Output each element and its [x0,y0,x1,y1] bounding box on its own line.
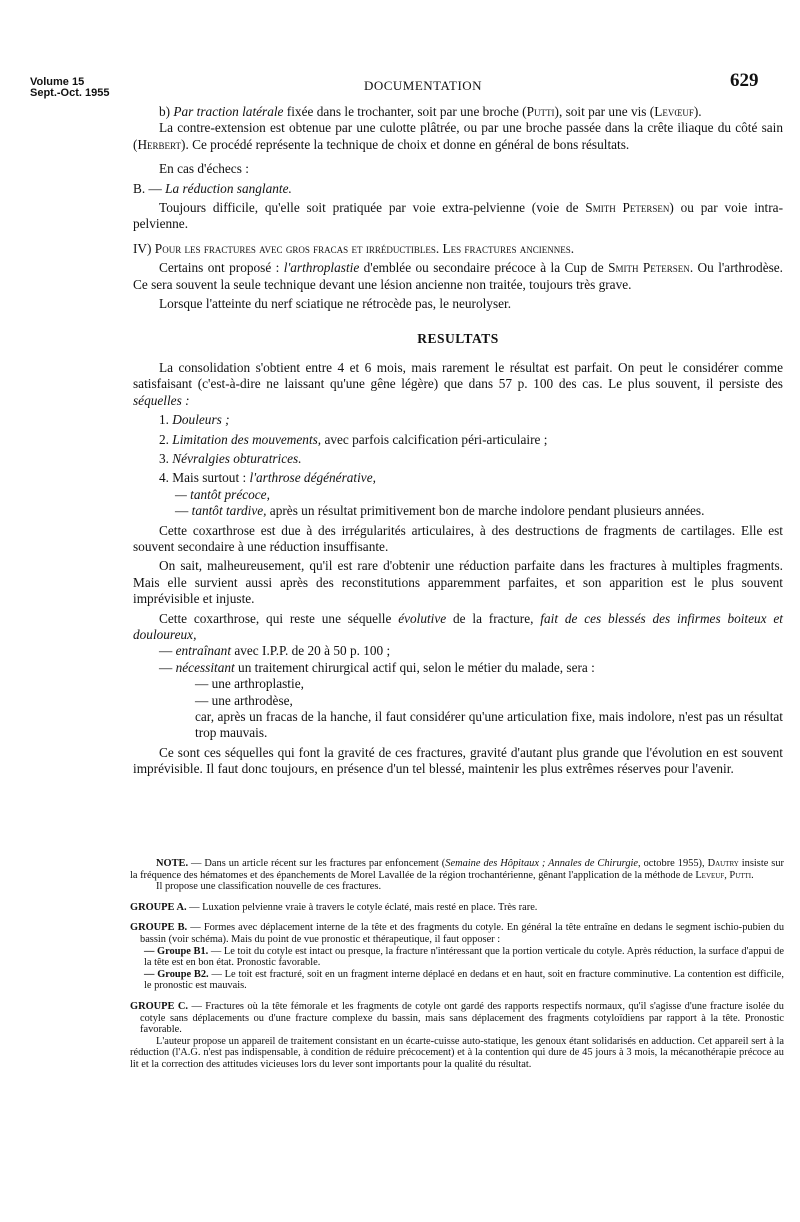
list-item-limitation: 2. Limitation des mouvements, avec parfois calcification péri-articulaire ; [159,431,548,447]
groupe-a: GROUPE A. — Luxation pelvienne vraie à travers le cotyle éclaté, mais resté en place. Très rare. [130,901,538,913]
main-text [133,104,783,778]
paragraph-toujours-difficile: Toujours difficile, qu'elle soit pratiquée par voie extra-pelvienne (voie de Smith Petersen) ou par voie intra-pelvienne. [133,200,783,232]
list-item-nevralgies: 3. Névralgies obturatrices. [159,450,302,466]
list-item-douleurs: 1. Douleurs ; [159,412,230,428]
list-item-arthrose: 4. Mais surtout : l'arthrose dégénérative, [159,470,376,486]
paragraph-contre-extension: La contre-extension est obtenue par une culotte plâtrée, ou par une broche passée dans la crête iliaque du côté sain (Herbert). Ce procédé représente la technique de choix et donne en général de bons résultats. [133,120,783,152]
paragraph-traction-laterale: b) Par traction latérale fixée dans le trochanter, soit par une broche (Putti), soit par une vis (Levœuf). [159,104,702,119]
sub-item-tantot-precoce: — tantôt précoce, [175,486,270,502]
groupe-b2: — Groupe B2. — Le toit est fracturé, soit en un fragment interne déplacé en dedans et en haut, soit en fracture comminutive. La contention est difficile, le pronostic est mauvais. [144,968,784,992]
paragraph-coxarthrose-cause: Cette coxarthrose est due à des irrégularités articulaires, à des destructions de fragments de cartilages. Elle est souvent secondaire à une réduction insuffisante. [133,522,783,554]
paragraph-coxarthrose-evolutive: Cette coxarthrose, qui reste une séquelle évolutive de la fracture, fait de ces blessés des infirmes boiteux et douloureux, [133,610,783,642]
sub-item-entrainant: — entraînant avec I.P.P. de 20 à 50 p. 100 ; [159,643,391,659]
paragraph-on-sait: On sait, malheureusement, qu'il est rare d'obtenir une réduction parfaite dans les fractures à multiples fragments. Mais elle survient aussi après des reconstitutions apparemment parfaites, et son apparition est le plus souvent imprévisible et injuste. [133,558,783,607]
groupe-b: GROUPE B. — Formes avec déplacement interne de la tête et des fragments du cotyle. En général la tête entraîne en dedans le segment ischio-pubien du bassin (voir schéma). Mais du point de vue pronostic et thérapeutique, il faut opposer : [130,922,785,945]
volume-label: Volume 15 [30,76,85,88]
sub-item-necessitant: — nécessitant un traitement chirurgical actif qui, selon le métier du malade, sera : [159,659,595,675]
sub-item-arthrodese: — une arthrodèse, [195,692,293,708]
paragraph-car: car, après un fracas de la hanche, il faut considérer qu'une articulation fixe, mais indolore, n'est pas un résultat trop mauvais. [195,709,783,741]
paragraph-neurolyser: Lorsque l'atteinte du nerf sciatique ne rétrocède pas, le neurolyser. [159,296,512,312]
sub-item-tantot-tardive: — tantôt tardive, après un résultat primitivement bon de marche indolore pendant plusieurs années. [175,503,705,519]
note-propose: Il propose une classification nouvelle de ces fractures. [156,881,382,893]
heading-resultats: RESULTATS [417,331,499,347]
paragraph-echecs: En cas d'échecs : [159,161,249,177]
paragraph-ce-sont: Ce sont ces séquelles qui font la gravité de ces fractures, gravité d'autant plus grande que l'évolution en est souvent imprévisible. Il faut donc toujours, en présence d'un tel blessé, maintenir les plus extrêmes réserves pour l'avenir. [133,744,783,777]
heading-reduction-sanglante: B. — La réduction sanglante. [133,180,292,196]
section-title: DOCUMENTATION [363,78,483,93]
groupe-c: GROUPE C. — Fractures où la tête fémorale et les fragments de cotyle ont gardé des rapports respectifs normaux, qu'il s'agisse d'une fracture isolée du cotyle sans déplacements ou d'une fracture complexe du bassin, mais sans déplacement des fragments cotyloïdiens par rapport à la tête. Pronostic favorable. [130,1000,785,1036]
note-auteur: L'auteur propose un appareil de traitement consistant en un écarte-cuisse auto-statique, les genoux étant solidarisés en adduction. Cet appareil sert à la réduction (l'A.G. n'est pas indispensable, à condition de réduire précocement) et à la contention qui dure de 45 jours à 3 mois, la mécanothérapie précoce au lit et la correction des attitudes vicieuses lors du lever sont importants pour la qualité du résultat. [130,1035,784,1070]
page-number: 629 [730,70,759,91]
heading-section-iv: IV) Pour les fractures avec gros fracas et irréductibles. Les fractures anciennes. [133,240,575,256]
note-paragraph: NOTE. — Dans un article récent sur les fractures par enfoncement (Semaine des Hôpitaux ; Annales de Chirurgie, octobre 1955), Dautry insiste sur la fréquence des hématomes et des épanchements de Morel Lavallée de la région trochantérienne, gênant l'application de la méthode de Leveuf, Putti. [130,858,785,881]
groupe-b1: — Groupe B1. — Le toit du cotyle est intact ou presque, la fracture n'intéressant que la portion verticale du cotyle. Après réduction, la surface d'appui de la tête est en bon état. Pronostic favorable. [144,945,784,969]
sub-item-arthroplastie: — une arthroplastie, [195,676,304,692]
footnote-block [130,858,784,1071]
issue-date: Sept.-Oct. 1955 [30,87,110,99]
paragraph-consolidation: La consolidation s'obtient entre 4 et 6 mois, mais rarement le résultat est parfait. On peut le considérer comme satisfaisant (c'est-à-dire ne laissant qu'une gêne légère) que dans 57 p. 100 des cas. Le plus souvent, il persiste des séquelles : [133,359,783,408]
paragraph-certains-ont-propose: Certains ont proposé : l'arthroplastie d'emblée ou secondaire précoce à la Cup de Smith Petersen. Ou l'arthrodèse. Ce sera souvent la seule technique devant une lésion ancienne non traitée, toujours très grave. [133,260,784,292]
